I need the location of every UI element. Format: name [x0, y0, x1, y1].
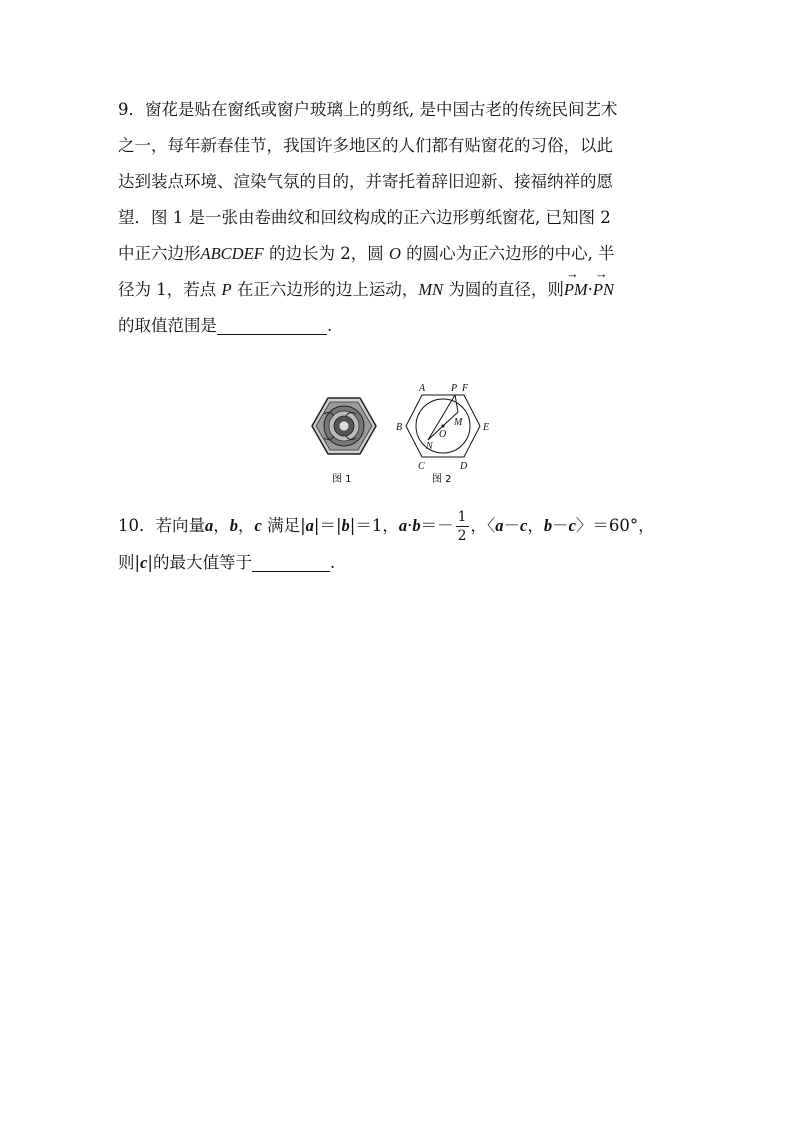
vector-b: b: [412, 516, 421, 535]
figure-1-window-flower: [312, 398, 376, 454]
q10-line-2: [118, 545, 688, 581]
q9-line-3: 达到装点环境、渲染气氛的目的，并寄托着辞旧迎新、接福纳祥的愿: [118, 172, 613, 191]
q10-text: 〉＝60°，: [575, 516, 655, 535]
vector-b: b: [543, 516, 553, 535]
period: .: [329, 553, 336, 572]
figure-2-geometry: [406, 395, 480, 457]
answer-blank-10[interactable]: [252, 549, 330, 572]
vector-a: a: [398, 516, 408, 535]
q9-text: 中正六边形: [118, 244, 201, 263]
q10-text: 满足|: [267, 516, 306, 535]
question-9: [118, 92, 680, 344]
q9-line-2: 之一，每年新春佳节，我国许多地区的人们都有贴窗花的习俗，以此: [118, 136, 613, 155]
point-p: P: [221, 280, 232, 299]
q9-text: 的边长为 2，圆: [269, 244, 384, 263]
q10-line-1: [118, 508, 688, 545]
label-b: B: [396, 422, 403, 433]
label-e: E: [483, 422, 490, 433]
q9-text: 的圆心为正六边形的中心, 半: [406, 244, 615, 263]
denominator: 2: [457, 528, 467, 544]
figures-svg: [298, 378, 508, 490]
dot-operator: ·: [407, 516, 413, 535]
fraction-one-half: [456, 508, 469, 545]
label-o: O: [439, 429, 447, 440]
vector-pm: → PM: [564, 272, 588, 308]
vector-b: b: [229, 516, 238, 535]
q10-text: |的最大值等于: [147, 553, 252, 572]
vector-a: a: [205, 516, 214, 535]
answer-blank-9[interactable]: [217, 312, 327, 335]
hexagon-name: ABCDEF: [200, 244, 264, 263]
vector-c: c: [568, 516, 576, 535]
q10-text: ＝－: [420, 516, 454, 535]
q9-line-4: 望．图 1 是一张由卷曲纹和回纹构成的正六边形剪纸窗花, 已知图 2: [118, 208, 611, 227]
dot-operator: ·: [587, 280, 593, 299]
comma: ，: [213, 516, 230, 535]
q10-text: ，〈: [470, 516, 496, 535]
vector-c: c: [140, 553, 148, 572]
label-p: P: [451, 383, 458, 394]
label-f: F: [462, 383, 469, 394]
vector-pn: → PN: [593, 272, 614, 308]
diameter-mn: MN: [418, 280, 444, 299]
q9-text: 为圆的直径，则: [448, 280, 564, 299]
label-m: M: [454, 417, 463, 428]
q9-line-1: 9．窗花是贴在窗纸或窗户玻璃上的剪纸, 是中国古老的传统民间艺术: [118, 100, 618, 119]
question-10: [118, 508, 688, 581]
q9-line-6: [118, 272, 680, 308]
q9-text: 径为 1，若点: [118, 280, 217, 299]
comma: ，: [238, 516, 255, 535]
q10-text: |＝|: [313, 516, 342, 535]
numerator: 1: [457, 509, 467, 525]
vector-c: c: [254, 516, 262, 535]
vector-c: c: [520, 516, 528, 535]
period: .: [327, 316, 333, 335]
q10-text: 则|: [118, 553, 141, 572]
circle-name: O: [389, 244, 401, 263]
comma: ，: [527, 516, 544, 535]
figures: [298, 378, 508, 490]
label-n: N: [426, 441, 433, 452]
q9-line-7: [118, 308, 680, 344]
label-d: D: [460, 461, 468, 472]
vector-a: a: [305, 516, 314, 535]
vector-b: b: [341, 516, 350, 535]
label-a: A: [419, 383, 426, 394]
label-c: C: [418, 461, 425, 472]
minus: －: [552, 516, 569, 535]
q10-text: 10．若向量: [118, 516, 205, 535]
q9-text: 的取值范围是: [118, 316, 217, 335]
q10-text: |＝1，: [349, 516, 399, 535]
caption-figure-2: 图 2: [432, 474, 452, 485]
q9-text: 在正六边形的边上运动，: [236, 280, 419, 299]
caption-figure-1: 图 1: [332, 474, 352, 485]
vector-a: a: [495, 516, 504, 535]
minus: －: [503, 516, 520, 535]
